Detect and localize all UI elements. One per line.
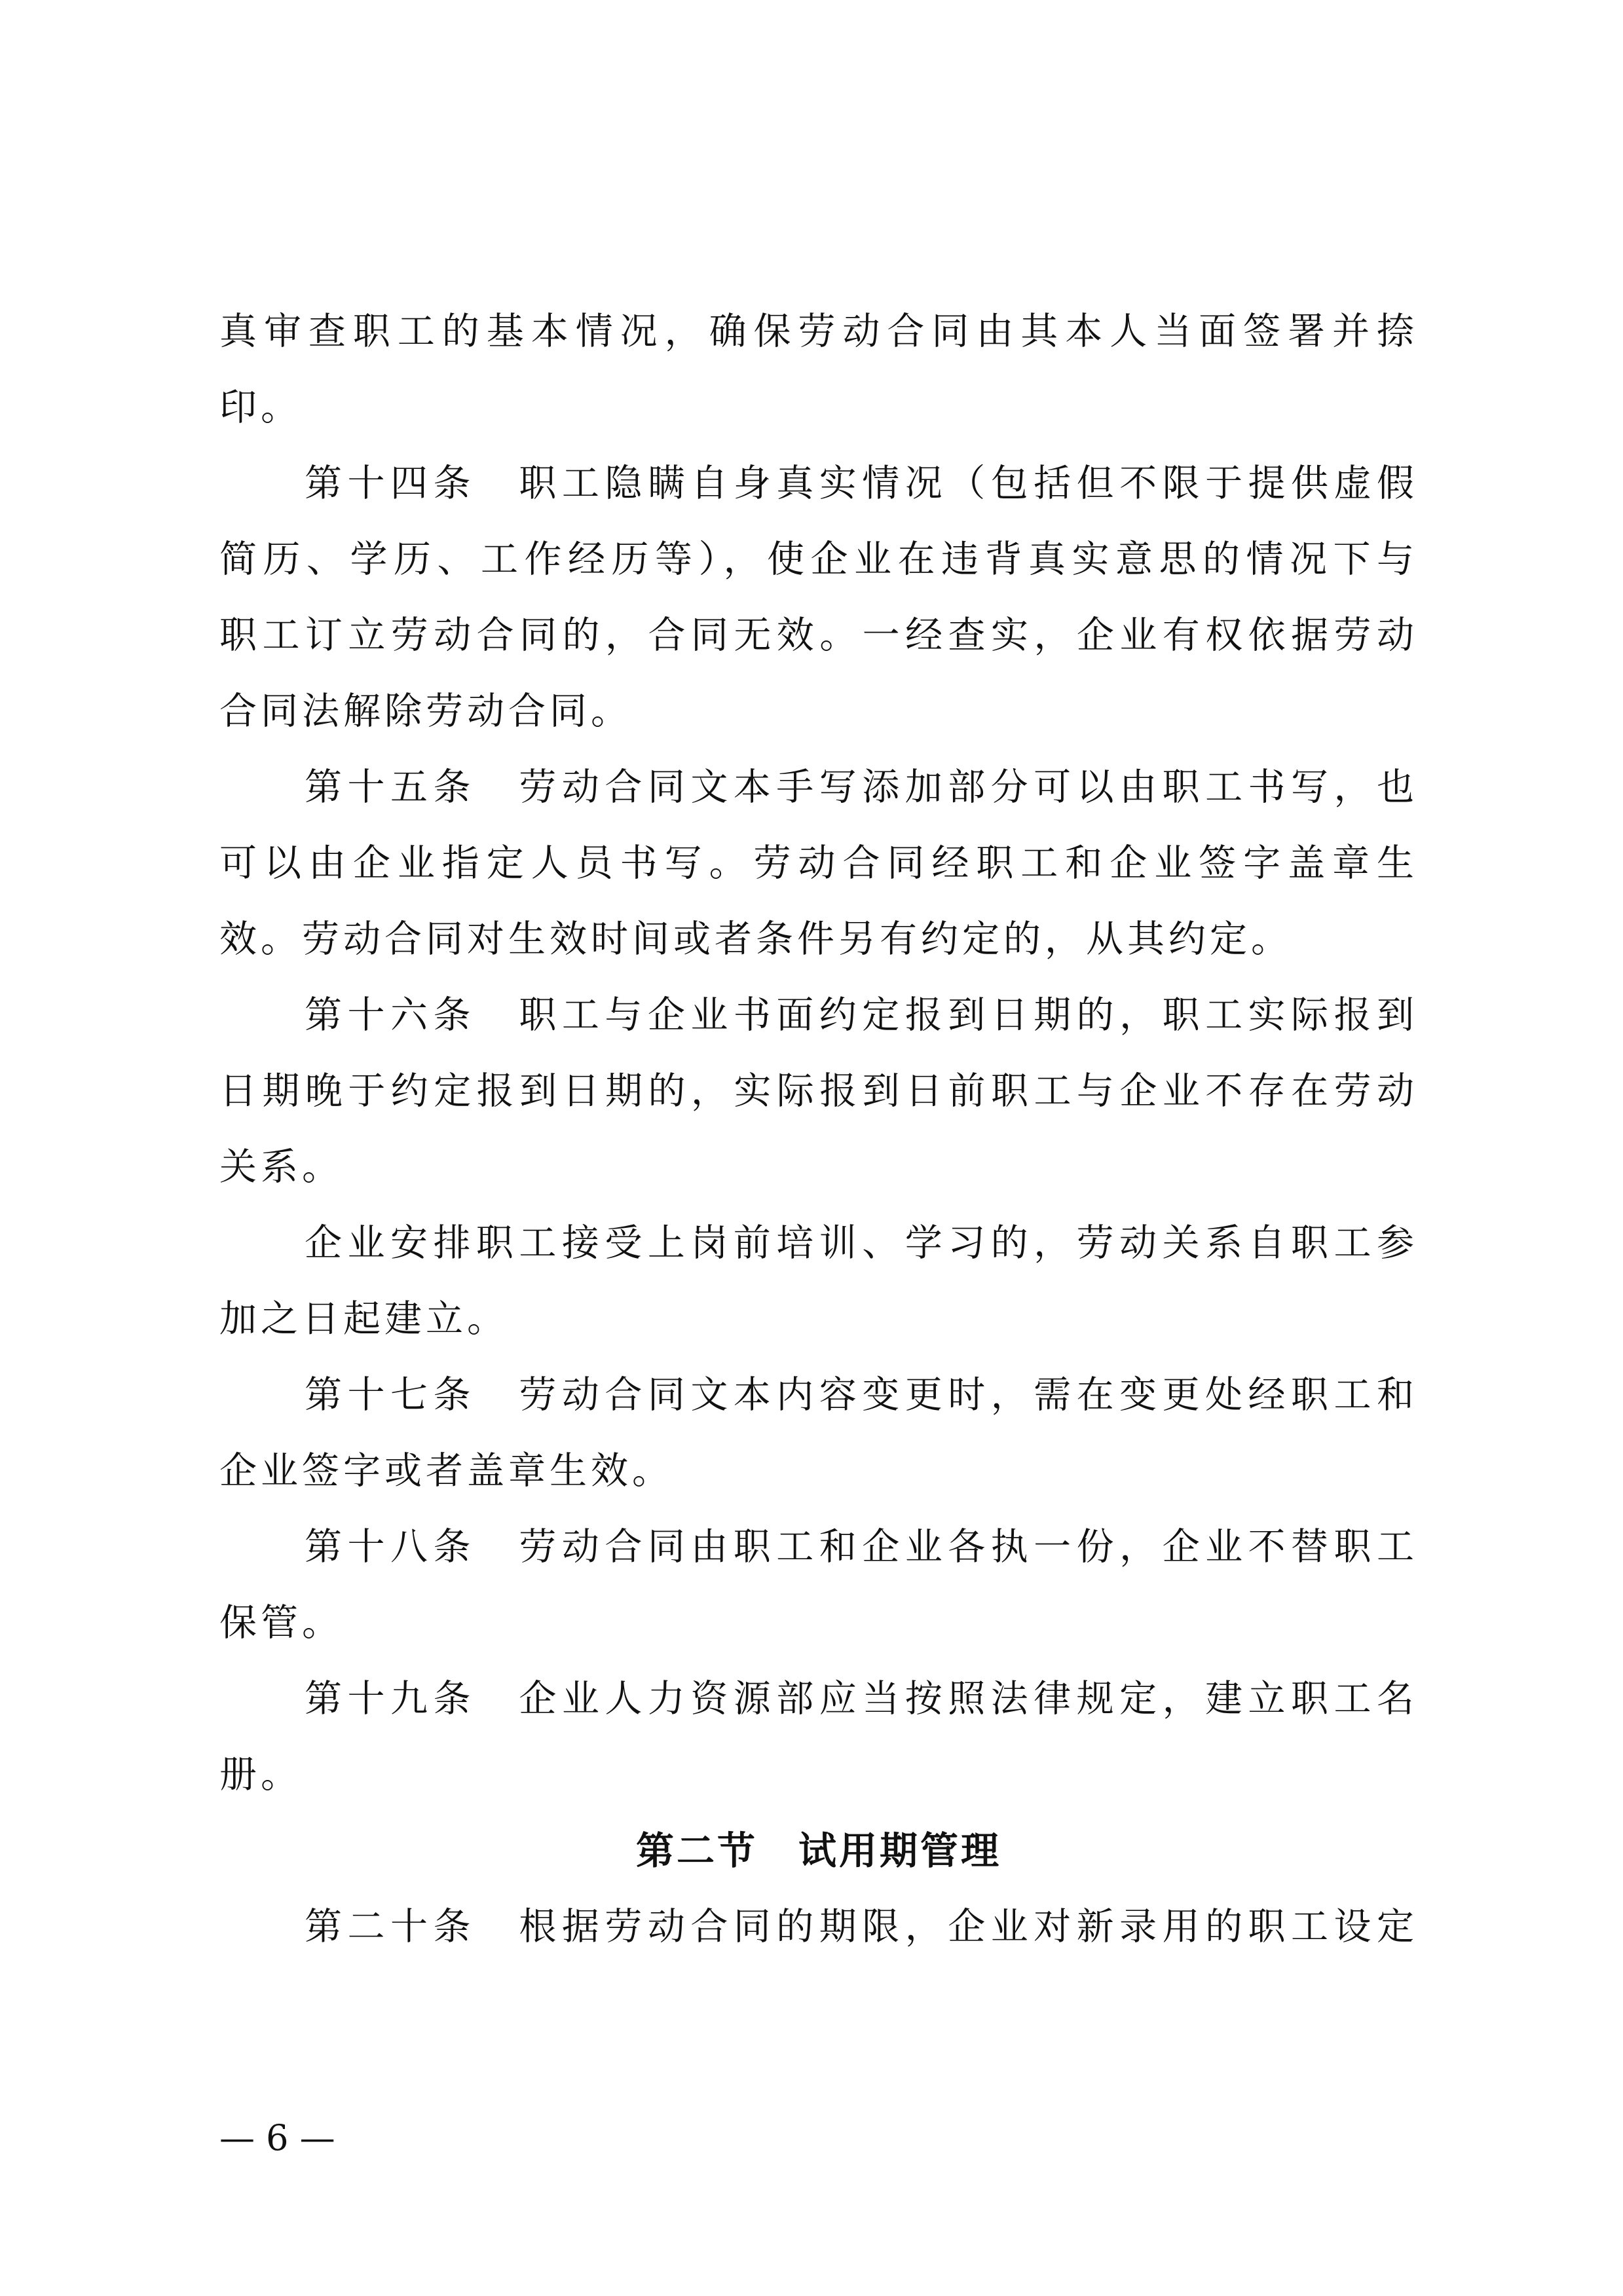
- article-18-line: 第十八条 劳动合同由职工和企业各执一份，企业不替职工: [305, 1525, 1418, 1568]
- text-line: 职工订立劳动合同的，合同无效。一经查实，企业有权依据劳动: [219, 614, 1418, 657]
- text-line: 加之日起建立。: [219, 1297, 508, 1341]
- text-line: 企业签字或者盖章生效。: [219, 1449, 673, 1492]
- text-line: 印。: [219, 386, 302, 429]
- text-line: 关系。: [219, 1145, 343, 1189]
- section-heading: 第二节 试用期管理: [635, 1828, 1001, 1873]
- article-20-line: 第二十条 根据劳动合同的期限，企业对新录用的职工设定: [305, 1905, 1418, 1948]
- page-number: — 6 —: [219, 2117, 335, 2158]
- text-line: 册。: [219, 1753, 302, 1796]
- article-15-line: 第十五条 劳动合同文本手写添加部分可以由职工书写，也: [305, 766, 1418, 809]
- text-line: 合同法解除劳动合同。: [219, 690, 632, 733]
- text-line: 效。劳动合同对生效时间或者条件另有约定的，从其约定。: [219, 917, 1292, 961]
- article-16-line: 第十六条 职工与企业书面约定报到日期的，职工实际报到: [305, 993, 1418, 1037]
- text-line: 可以由企业指定人员书写。劳动合同经职工和企业签字盖章生: [219, 842, 1418, 885]
- text-line: 保管。: [219, 1601, 343, 1644]
- article-14-line: 第十四条 职工隐瞒自身真实情况（包括但不限于提供虚假: [305, 462, 1418, 505]
- text-line: 真审查职工的基本情况，确保劳动合同由其本人当面签署并捺: [219, 310, 1418, 353]
- text-line: 日期晚于约定报到日期的，实际报到日前职工与企业不存在劳动: [219, 1069, 1418, 1113]
- article-17-line: 第十七条 劳动合同文本内容变更时，需在变更处经职工和: [305, 1373, 1418, 1416]
- text-line: 简历、学历、工作经历等），使企业在违背真实意思的情况下与: [219, 538, 1418, 581]
- paragraph-line: 企业安排职工接受上岗前培训、学习的，劳动关系自职工参: [305, 1221, 1418, 1265]
- article-19-line: 第十九条 企业人力资源部应当按照法律规定，建立职工名: [305, 1677, 1418, 1720]
